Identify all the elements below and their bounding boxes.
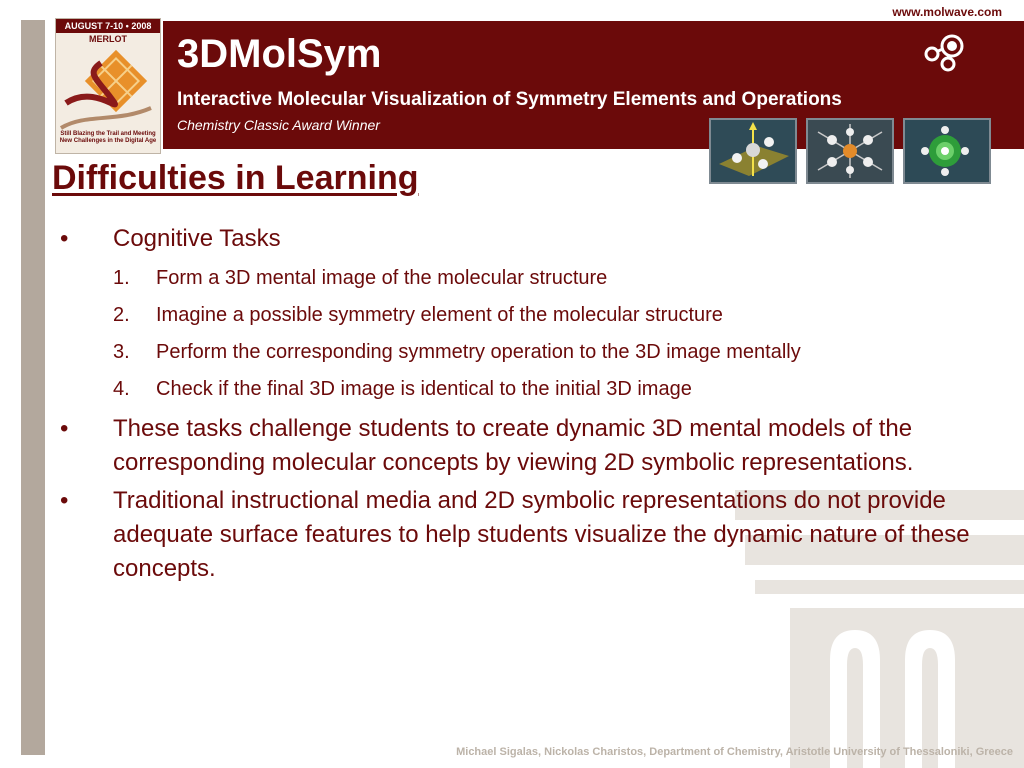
item-text: Perform the corresponding symmetry operation to the 3D image mentally xyxy=(156,341,801,363)
numbered-item xyxy=(54,260,994,297)
bullet-icon: • xyxy=(60,415,69,442)
item-number: 4. xyxy=(113,378,130,400)
molecule-icon xyxy=(918,26,974,74)
thumbnail-axes xyxy=(806,118,894,184)
molecule-sphere-thumbnail-icon xyxy=(905,120,989,182)
thumbnail-sphere xyxy=(903,118,991,184)
bullet-icon: • xyxy=(60,225,69,252)
bullet-text: Traditional instructional media and 2D symbolic representations do not provide adequate surface features to help students visualize the dynamic nature of these concepts. xyxy=(113,487,970,582)
conference-logo xyxy=(55,18,161,154)
item-number: 2. xyxy=(113,304,130,326)
bullet-item xyxy=(54,484,994,586)
tagline-line-2: New Challenges in the Digital Age xyxy=(59,137,157,144)
slide-content xyxy=(54,222,994,590)
bullet-item xyxy=(54,222,994,256)
numbered-item xyxy=(54,371,994,408)
left-decorative-bar xyxy=(21,20,45,755)
item-number: 1. xyxy=(113,267,130,289)
bullet-text: Cognitive Tasks xyxy=(113,225,281,252)
app-subtitle: Interactive Molecular Visualization of Symmetry Elements and Operations xyxy=(177,89,842,110)
molecule-plane-thumbnail-icon xyxy=(711,120,795,182)
bullet-icon: • xyxy=(60,487,69,514)
item-text: Form a 3D mental image of the molecular structure xyxy=(156,267,608,289)
numbered-item xyxy=(54,334,994,371)
item-number: 3. xyxy=(113,341,130,363)
site-url: www.molwave.com xyxy=(892,5,1002,19)
numbered-item xyxy=(54,297,994,334)
item-text: Check if the final 3D image is identical to the initial 3D image xyxy=(156,378,692,400)
footer-credits: Michael Sigalas, Nickolas Charistos, Department of Chemistry, Aristotle University of Thessaloniki, Greece xyxy=(456,746,1013,758)
tagline-line-1: Still Blazing the Trail and Meeting xyxy=(60,131,156,137)
thumbnail-plane xyxy=(709,118,797,184)
conference-org: MERLOT xyxy=(89,34,127,44)
app-title: 3DMolSym xyxy=(177,32,382,76)
award-text: Chemistry Classic Award Winner xyxy=(177,117,380,133)
item-text: Imagine a possible symmetry element of the molecular structure xyxy=(156,304,723,326)
bullet-text: These tasks challenge students to create dynamic 3D mental models of the corresponding molecular concepts by viewing 2D symbolic representations. xyxy=(113,415,914,476)
bullet-item xyxy=(54,412,994,480)
molecule-axes-thumbnail-icon xyxy=(808,120,892,182)
conference-emblem-icon xyxy=(56,43,160,133)
slide-heading: Difficulties in Learning xyxy=(52,159,419,197)
conference-date: AUGUST 7-10 • 2008 xyxy=(56,19,160,33)
conference-tagline xyxy=(56,131,160,145)
